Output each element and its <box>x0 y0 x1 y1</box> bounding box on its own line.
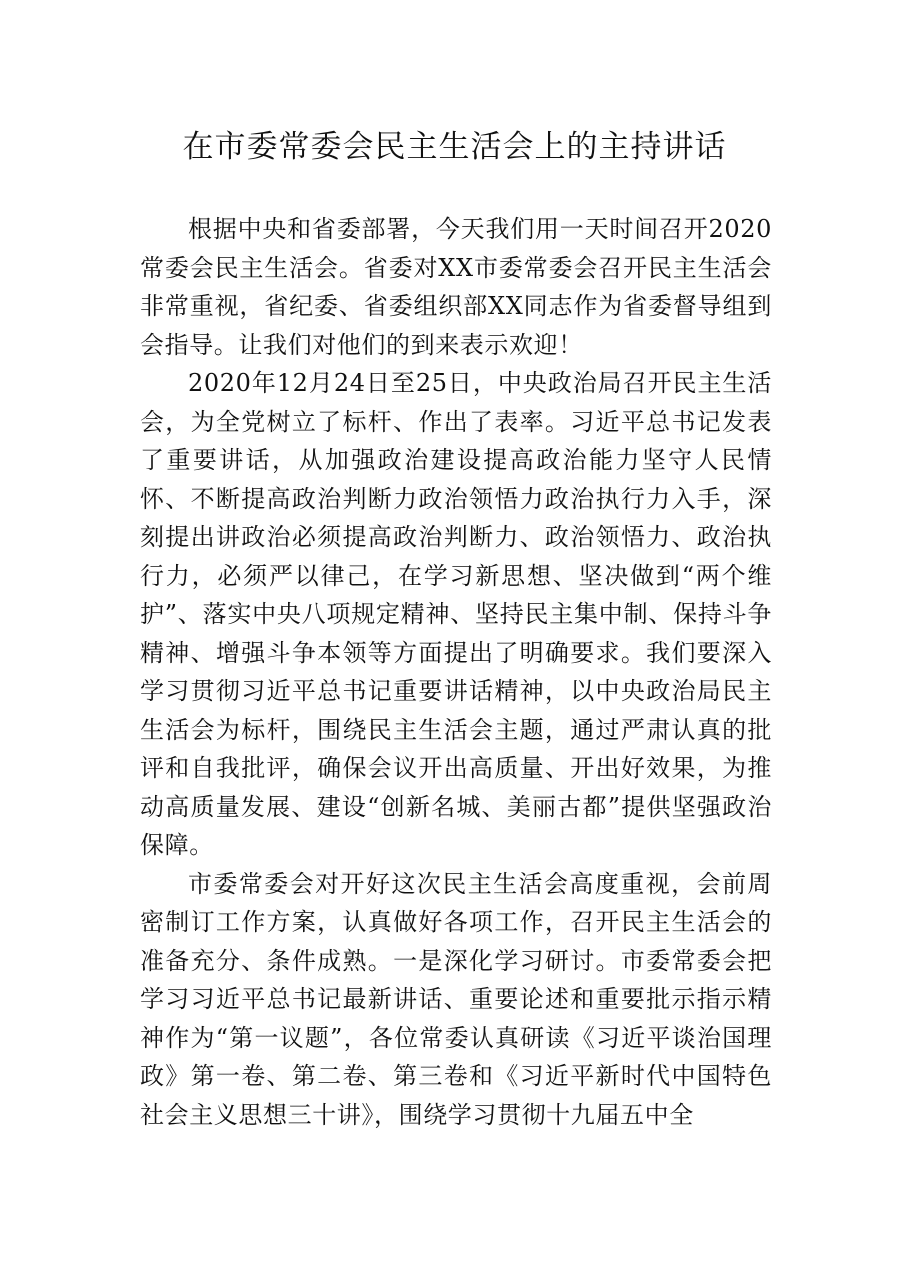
paragraph-2: 2020年12月24日至25日，中央政治局召开民主生活会，为全党树立了标杆、作出了表率。习近平总书记发表了重要讲话，从加强政治建设提高政治能力坚守人民情怀、不断提高政治判断力政治领悟力政治执行力入手，深刻提出讲政治必须提高政治判断力、政治领悟力、政治执行力，必须严以律己，在学习新思想、坚决做到“两个维护”、落实中央八项规定精神、坚持民主集中制、保持斗争精神、增强斗争本领等方面提出了明确要求。我们要深入学习贯彻习近平总书记重要讲话精神，以中央政治局民主生活会为标杆，围绕民主生活会主题，通过严肃认真的批评和自我批评，确保会议开出高质量、开出好效果，为推动高质量发展、建设“创新名城、美丽古都”提供坚强政治保障。 <box>140 369 772 859</box>
paragraph-3: 市委常委会对开好这次民主生活会高度重视，会前周密制订工作方案，认真做好各项工作，召开民主生活会的准备充分、条件成熟。一是深化学习研讨。市委常委会把学习习近平总书记最新讲话、重要论述和重要批示指示精神作为“第一议题”，各位常委认真研读《习近平谈治国理政》第一卷、第二卷、第三卷和《习近平新时代中国特色社会主义思想三十讲》，围绕学习贯彻十九届五中全 <box>140 869 772 1129</box>
document-title: 在市委常委会民主生活会上的主持讲话 <box>182 129 727 165</box>
paragraph-1: 根据中央和省委部署，今天我们用一天时间召开2020常委会民主生活会。省委对XX市委常委会召开民主生活会非常重视，省纪委、省委组织部XX同志作为省委督导组到会指导。让我们对他们的到来表示欢迎！ <box>140 215 772 359</box>
document-body <box>140 210 772 1134</box>
